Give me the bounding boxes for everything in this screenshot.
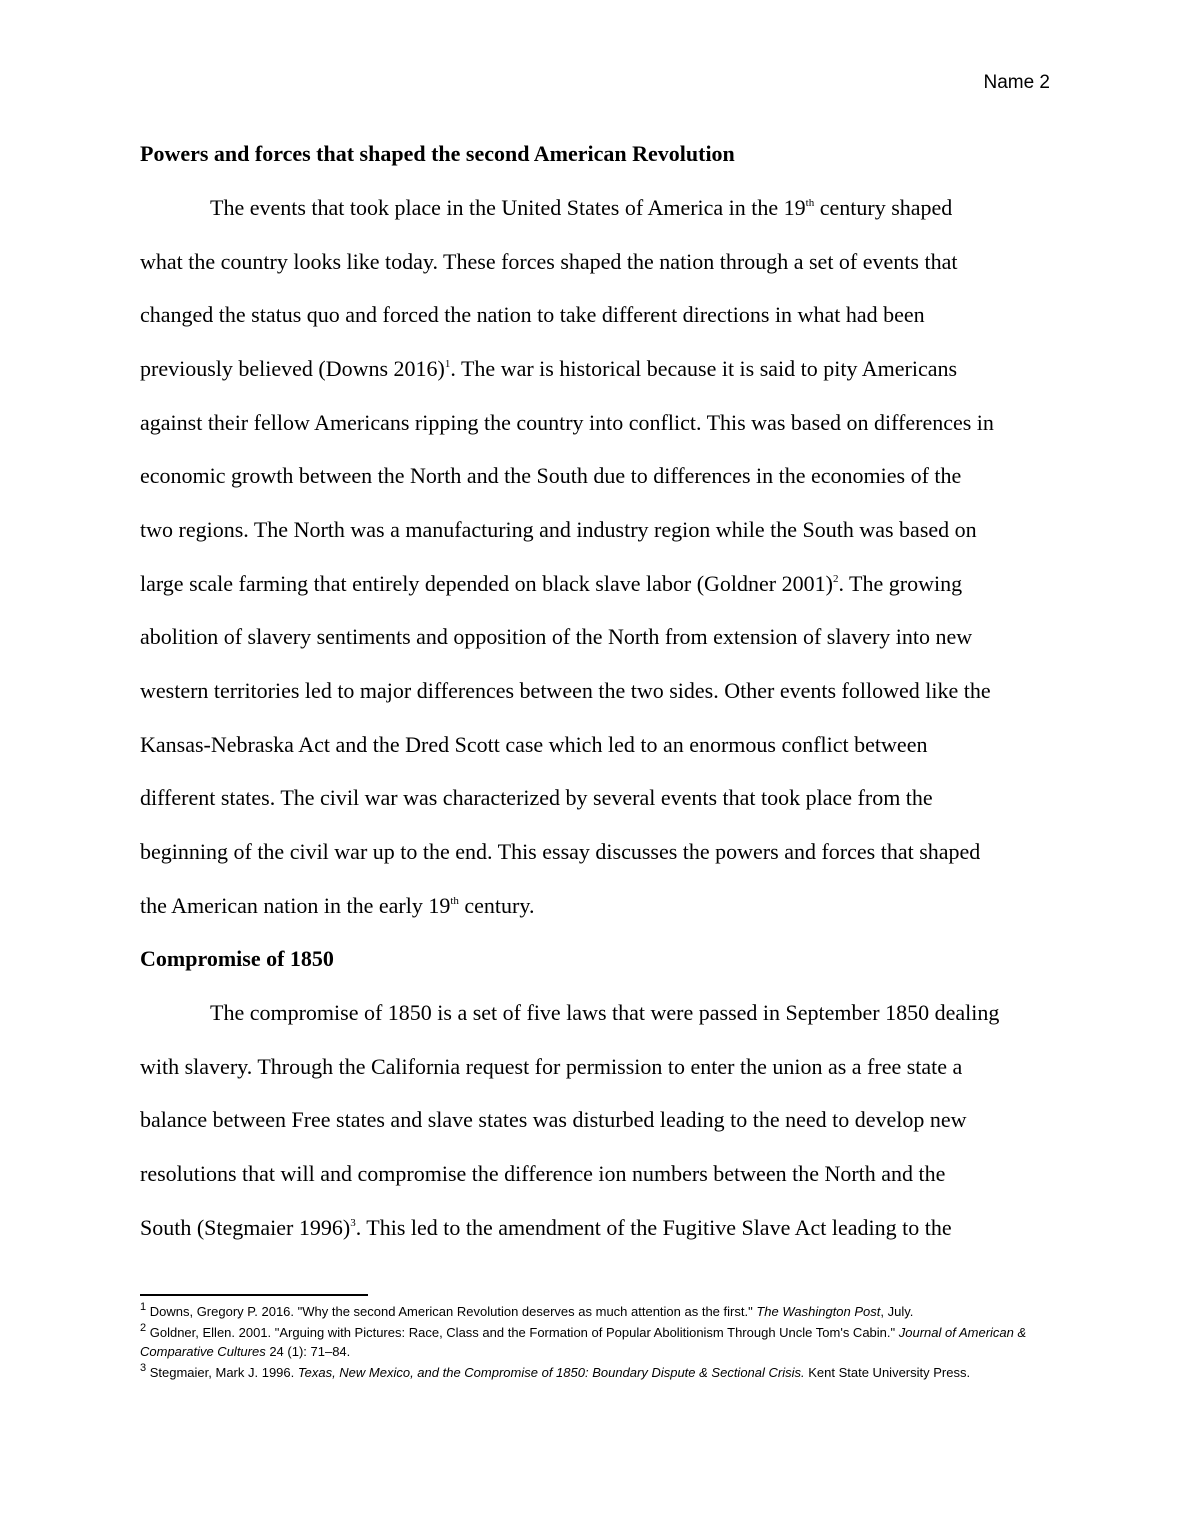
text-run: The events that took place in the United States of America in the 19 — [210, 195, 806, 220]
footnote-reference[interactable]: 1 — [444, 358, 451, 370]
footnote-source-title: The Washington Post — [756, 1304, 881, 1319]
footnote-separator — [140, 1294, 368, 1296]
footnote-reference[interactable]: 3 — [350, 1217, 356, 1229]
superscript: th — [450, 895, 459, 907]
footnote-mark: 3 — [140, 1362, 147, 1374]
paragraph-line: resolutions that will and compromise the difference ion numbers between the North and the — [140, 1161, 946, 1186]
paragraph-line — [140, 1214, 952, 1242]
footnote-text: Kent State University Press. — [804, 1365, 971, 1380]
text-run: . The war is historical because it is said to pity Americans — [450, 356, 958, 381]
paragraph-line: with slavery. Through the California request for permission to enter the union as a free state a — [140, 1054, 963, 1079]
paragraph-line: balance between Free states and slave states was disturbed leading to the need to develop new — [140, 1107, 967, 1132]
footnote — [140, 1302, 1050, 1321]
paragraph-line: different states. The civil war was characterized by several events that took place from the — [140, 785, 933, 810]
footnotes — [140, 1302, 1050, 1384]
paragraph-line — [140, 355, 957, 383]
paragraph-line — [210, 194, 952, 222]
section-heading-compromise-of-1850: Compromise of 1850 — [140, 946, 334, 971]
footnote-text: Goldner, Ellen. 2001. "Arguing with Pictures: Race, Class and the Formation of Popular Abolitionism Through Uncle Tom's Cabin." — [146, 1325, 899, 1340]
running-header — [983, 70, 1050, 96]
footnote — [140, 1323, 1050, 1361]
paragraph-line: abolition of slavery sentiments and opposition of the North from extension of slavery into new — [140, 624, 973, 649]
footnote-reference[interactable]: 2 — [832, 573, 839, 585]
text-run: century shaped — [814, 195, 953, 220]
paragraph-line: western territories led to major differences between the two sides. Other events followed like the — [140, 678, 991, 703]
text-run: the American nation in the early 19 — [140, 893, 451, 918]
paragraph-line: what the country looks like today. These forces shaped the nation through a set of events that — [140, 249, 958, 274]
text-run: . The growing — [838, 571, 963, 596]
footnote — [140, 1363, 1050, 1382]
footnote-text: 24 (1): 71–84. — [265, 1344, 351, 1359]
paragraph-line: changed the status quo and forced the nation to take different directions in what had been — [140, 302, 925, 327]
text-run: South (Stegmaier 1996) — [140, 1215, 351, 1240]
footnote-mark: 2 — [140, 1322, 147, 1334]
footnote-text: Downs, Gregory P. 2016. "Why the second American Revolution deserves as much attention as the first." — [146, 1304, 757, 1319]
paragraph-line — [140, 892, 534, 920]
paragraph-line — [140, 570, 962, 598]
paragraph-line: The compromise of 1850 is a set of five laws that were passed in September 1850 dealing — [210, 1000, 1000, 1025]
text-run: century. — [458, 893, 535, 918]
superscript: th — [805, 197, 815, 209]
footnote-text: , July. — [880, 1304, 914, 1319]
section-heading-powers-and-forces: Powers and forces that shaped the second American Revolution — [140, 141, 735, 166]
text-run: large scale farming that entirely depended on black slave labor (Goldner 2001) — [140, 571, 833, 596]
paragraph-line: economic growth between the North and the South due to differences in the economies of the — [140, 463, 962, 488]
paragraph-line: against their fellow Americans ripping the country into conflict. This was based on differences in — [140, 410, 994, 435]
text-run: previously believed (Downs 2016) — [140, 356, 445, 381]
footnote-mark: 1 — [140, 1301, 147, 1313]
footnote-source-title: Texas, New Mexico, and the Compromise of 1850: Boundary Dispute & Sectional Crisis. — [297, 1365, 805, 1380]
paragraph-line: beginning of the civil war up to the end. This essay discusses the powers and forces that shaped — [140, 839, 981, 864]
running-head-text: Name 2 — [983, 72, 1050, 93]
paragraph-line: Kansas-Nebraska Act and the Dred Scott case which led to an enormous conflict between — [140, 732, 928, 757]
text-run: . This led to the amendment of the Fugitive Slave Act leading to the — [355, 1215, 952, 1240]
footnote-source-title: Journal of American & Comparative Cultures — [140, 1325, 1027, 1359]
paragraph-line: two regions. The North was a manufacturing and industry region while the South was based on — [140, 517, 977, 542]
footnote-text: Stegmaier, Mark J. 1996. — [146, 1365, 298, 1380]
